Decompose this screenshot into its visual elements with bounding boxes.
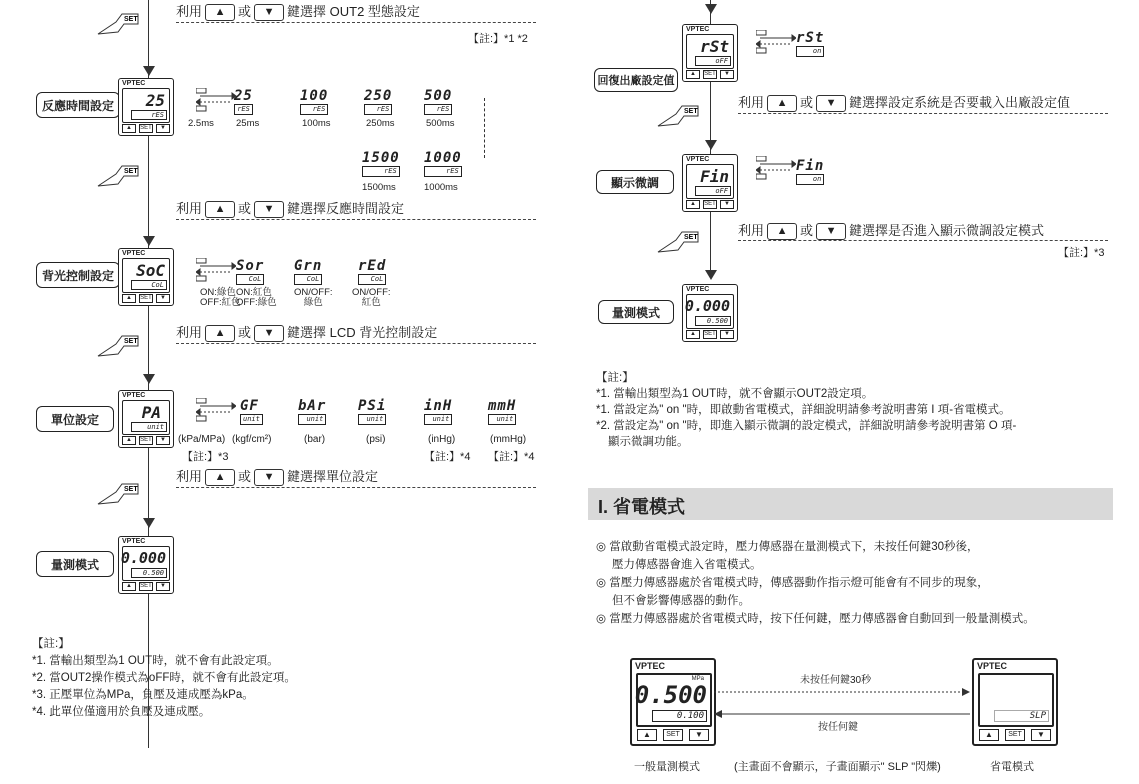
toggle-arrows xyxy=(756,156,796,181)
svg-text:SET: SET xyxy=(124,338,138,345)
option-1000: 1000 rES xyxy=(424,150,462,175)
caption: 2.5ms xyxy=(188,118,214,129)
flow-arrow xyxy=(705,270,717,280)
divider xyxy=(176,219,536,220)
divider xyxy=(176,343,536,344)
note-ref: 【註:】*4 xyxy=(488,451,535,463)
down-key-icon: ▼ xyxy=(254,4,284,21)
divider xyxy=(176,487,536,488)
step-label-unit: 單位設定 xyxy=(36,406,114,432)
caption-normal-mode: 一般量測模式 xyxy=(634,761,700,773)
device-normal-mode: VPTEC MPa 0.500 0.100 ▲ SET ▼ xyxy=(630,658,716,746)
note-ref: 【註:】*1 *2 xyxy=(468,33,528,45)
caption-mid: (主畫面不會顯示，子畫面顯示" SLP "閃爍) xyxy=(734,761,941,773)
up-key-icon: ▲ xyxy=(205,469,235,486)
hand-icon xyxy=(656,100,704,130)
device-backlight: VPTEC SoC CoL ▲ SET ▼ xyxy=(118,248,174,306)
caption: (bar) xyxy=(304,434,326,445)
up-key-icon: ▲ xyxy=(205,325,235,342)
up-key-icon: ▲ xyxy=(767,223,797,240)
device-unit: VPTEC PA unit ▲ SET ▼ xyxy=(118,390,174,448)
step-label-measure-right: 量測模式 xyxy=(598,300,674,324)
option-1500: 1500 rES xyxy=(362,150,400,175)
option-fin-on: Fin on xyxy=(796,158,825,183)
svg-text:SET: SET xyxy=(684,108,698,115)
svg-text:SET: SET xyxy=(124,486,138,493)
step1-options: 25 rES 100 rES 250 rES 500 rES xyxy=(196,88,496,133)
up-key-icon: ▲ xyxy=(205,201,235,218)
instruction-backlight: 利用 ▲ 或 ▼ 鍵選擇 LCD 背光控制設定 xyxy=(176,322,437,342)
up-key-icon: ▲ xyxy=(205,4,235,21)
step3-options: GF unit bAr unit PSi unit inH unit mmH unit xyxy=(196,398,536,428)
instruction-unit: 利用 ▲ 或 ▼ 鍵選擇單位設定 xyxy=(176,466,378,486)
caption: 500ms xyxy=(426,118,455,129)
down-key-icon: ▼ xyxy=(254,325,284,342)
caption: 100ms xyxy=(302,118,331,129)
caption: 25ms xyxy=(236,118,260,129)
step2-options: Sor CoL Grn CoL rEd CoL xyxy=(196,258,396,288)
toggle-arrows xyxy=(756,30,796,55)
flow-arrow xyxy=(143,236,155,246)
flow-arrow xyxy=(143,374,155,384)
flow-arrow xyxy=(705,140,717,150)
caption: 1000ms xyxy=(424,182,458,193)
divider xyxy=(738,240,1108,241)
note-ref: 【註:】*4 xyxy=(424,451,471,463)
note-ref: 【註:】*3 xyxy=(1058,247,1105,259)
hand-icon xyxy=(96,478,144,508)
caption: 1500ms xyxy=(362,182,396,193)
caption: (kgf/cm²) xyxy=(232,434,272,445)
down-key-icon: ▼ xyxy=(816,95,846,112)
caption: ON/OFF: 綠色 xyxy=(294,287,333,308)
step-label-response-time: 反應時間設定 xyxy=(36,92,120,118)
notes-left: 【註:】 *1. 當輸出類型為1 OUT時，就不會有此設定項。 *2. 當OUT2操作模式為oFF時，就不會有此設定項。 *3. 正壓單位為MPa，負壓及連成壓為kPa。 *4. 此單位僅適用於負壓及連成壓。 xyxy=(32,638,296,718)
down-key-icon: ▼ xyxy=(254,469,284,486)
divider xyxy=(738,113,1108,114)
caption-power-save: 省電模式 xyxy=(990,761,1034,773)
caption: (kPa/MPa) xyxy=(178,434,226,445)
instruction-fine-tune: 利用 ▲ 或 ▼ 鍵選擇是否進入顯示微調設定模式 xyxy=(738,220,1044,240)
instruction-out2: 利用 ▲ 或 ▼ 鍵選擇 OUT2 型態設定 xyxy=(176,1,420,21)
arrow-label-bottom: 按任何鍵 xyxy=(818,722,858,733)
connector xyxy=(484,98,485,158)
caption: (psi) xyxy=(366,434,386,445)
hand-icon xyxy=(656,226,704,256)
flow-arrow xyxy=(143,66,155,76)
device-fine-tune: VPTEC Fin oFF ▲ SET ▼ xyxy=(682,154,738,212)
instruction-reset: 利用 ▲ 或 ▼ 鍵選擇設定系統是否要載入出廠設定值 xyxy=(738,92,1070,112)
hand-set-label: SET xyxy=(124,16,138,23)
caption: ON:紅色 OFF:綠色 xyxy=(236,287,277,308)
caption: ON:綠色 OFF:紅色 xyxy=(200,287,241,308)
step-label-fine-tune: 顯示微調 xyxy=(596,170,674,194)
svg-text:SET: SET xyxy=(684,234,698,241)
device-reset: VPTEC rSt oFF ▲ SET ▼ xyxy=(682,24,738,82)
device-power-save: VPTEC SLP ▲ SET ▼ xyxy=(972,658,1058,746)
notes-right: 【註:】 *1. 當輸出類型為1 OUT時，就不會顯示OUT2設定項。 *1. 當設定為" on "時，即啟動省電模式，詳細說明請參考說明書第 I 項-省電模式。 *2. 當設定為" on "時，即進入顯示微調的設定模式，詳細說明請參考說明書第 O 項- 顯示微調功能。 xyxy=(596,372,1017,448)
step-label-measure: 量測模式 xyxy=(36,551,114,577)
caption: (mmHg) xyxy=(490,434,527,445)
instruction-response: 利用 ▲ 或 ▼ 鍵選擇反應時間設定 xyxy=(176,198,404,218)
down-key-icon: ▼ xyxy=(254,201,284,218)
note-ref: 【註:】*3 xyxy=(182,451,229,463)
step-label-reset: 回復出廠設定值 xyxy=(594,68,678,92)
caption: 250ms xyxy=(366,118,395,129)
flow-arrow xyxy=(705,4,717,14)
step-label-backlight: 背光控制設定 xyxy=(36,262,120,288)
down-key-icon: ▼ xyxy=(816,223,846,240)
device-response-time: VPTEC 25 rES ▲ SET ▼ xyxy=(118,78,174,136)
caption: ON/OFF: 紅色 xyxy=(352,287,391,308)
caption: (inHg) xyxy=(428,434,456,445)
section-title-power-save: I. 省電模式 xyxy=(598,497,686,517)
arrow-label-top: 未按任何鍵30秒 xyxy=(800,675,872,686)
up-key-icon: ▲ xyxy=(767,95,797,112)
hand-icon xyxy=(96,8,144,38)
svg-text:SET: SET xyxy=(124,168,138,175)
device-measure: VPTEC 0.000 0.500 ▲ SET ▼ xyxy=(118,536,174,594)
option-rst-on: rSt on xyxy=(796,30,825,55)
divider xyxy=(176,22,536,23)
hand-icon xyxy=(96,330,144,360)
device-measure-right: VPTEC 0.000 0.500 ▲ SET ▼ xyxy=(682,284,738,342)
hand-icon xyxy=(96,160,144,190)
flow-arrow xyxy=(143,518,155,528)
power-save-bullets: ◎ 當啟動省電模式設定時，壓力傳感器在量測模式下，未按任何鍵30秒後， 壓力傳感器會進入省電模式。 ◎ 當壓力傳感器處於省電模式時，傳感器動作指示燈可能會有不同步的現象， 但不會影響傳感器的動作。 ◎ 當壓力傳感器處於省電模式時，按下任何鍵，壓力傳感器會自動回到一般量測模式。 xyxy=(596,541,1035,625)
